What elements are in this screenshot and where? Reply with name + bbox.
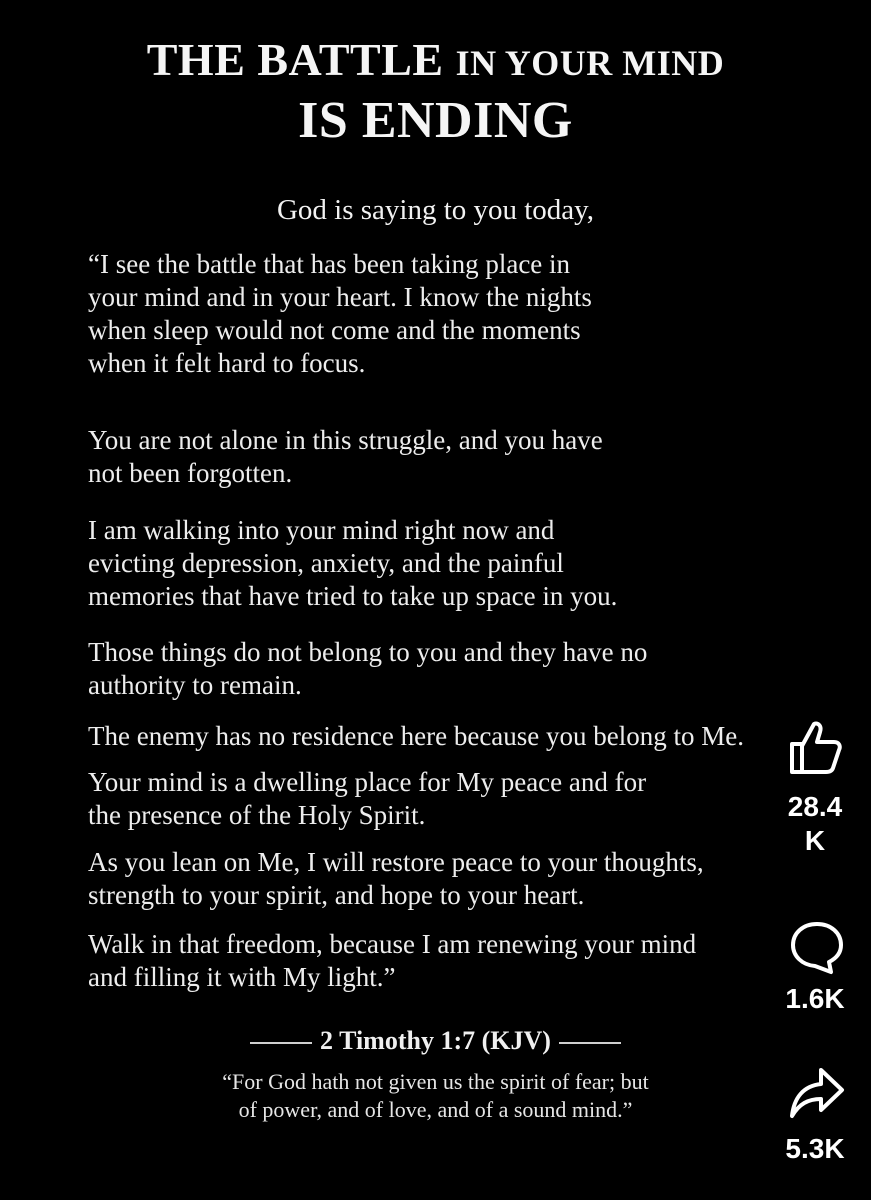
reference-text: 2 Timothy 1:7 (KJV) [320, 1026, 551, 1055]
comment-bubble-icon[interactable] [788, 918, 846, 976]
paragraph-4: Those things do not belong to you and they have no authority to remain. [88, 637, 648, 700]
divider-left [250, 1042, 312, 1044]
title-battle: THE BATTLE [146, 34, 444, 85]
share-arrow-icon[interactable] [788, 1064, 846, 1122]
paragraph-6: Your mind is a dwelling place for My peace and for the presence of the Holy Spirit. [88, 767, 647, 830]
title-in-your-mind: IN YOUR MIND [455, 43, 725, 83]
title-line-2: IS ENDING [298, 92, 573, 149]
title-line-1 [0, 34, 871, 89]
intro-line: God is saying to you today, [276, 194, 595, 226]
paragraph-8: Walk in that freedom, because I am renewing your mind and filling it with My light.” [88, 929, 697, 992]
paragraph-1: “I see the battle that has been taking place in your mind and in your heart. I know the nights when sleep would not come and the moments when it felt hard to focus. [88, 249, 592, 378]
thumbs-up-icon[interactable] [786, 718, 844, 776]
like-count: 28.4 K [787, 791, 843, 856]
divider-right [559, 1042, 621, 1044]
paragraph-3: I am walking into your mind right now and evicting depression, anxiety, and the painful memories that have tried to take up space in you. [88, 515, 618, 611]
paragraph-5: The enemy has no residence here because you belong to Me. [88, 721, 745, 751]
paragraph-7: As you lean on Me, I will restore peace to your thoughts, strength to your spirit, and hope to your heart. [88, 847, 704, 910]
paragraph-2: You are not alone in this struggle, and you have not been forgotten. [88, 425, 603, 488]
share-count: 5.3K [785, 1133, 845, 1164]
scripture-verse: “For God hath not given us the spirit of fear; but of power, and of love, and of a sound mind.” [222, 1069, 649, 1122]
scripture-reference [0, 1024, 871, 1058]
comment-count: 1.6K [785, 983, 845, 1014]
